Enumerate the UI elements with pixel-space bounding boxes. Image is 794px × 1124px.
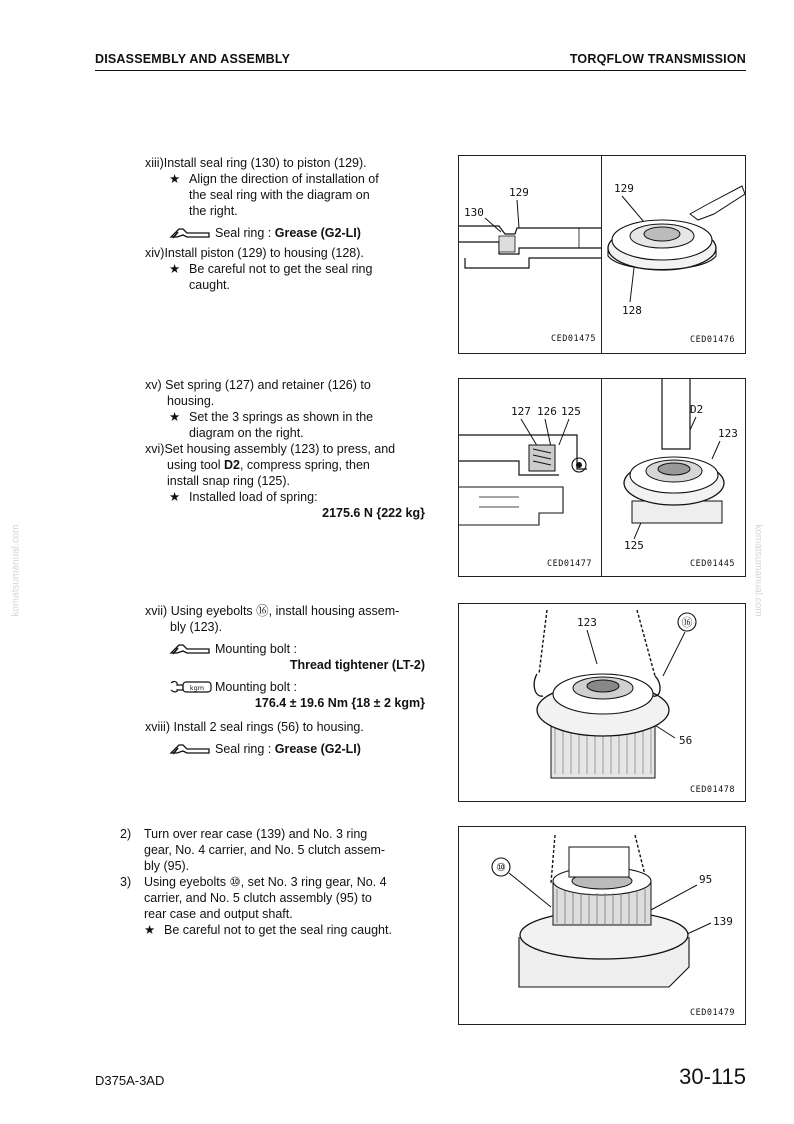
torque-value: 176.4 ± 19.6 Nm {18 ± 2 kgm} (254, 696, 425, 710)
part-label-eyebolt-10: ⑩ (496, 861, 506, 874)
instruction-block-4 (120, 826, 425, 938)
instruction-block-3 (145, 603, 425, 757)
step-xvi-cont: install snap ring (125). (167, 474, 290, 488)
step-xiv: xiv)Install piston (129) to housing (128). (145, 246, 364, 260)
part-label-126: 126 (537, 405, 557, 418)
step-2: 2) Turn over rear case (139) and No. 3 ring (120, 827, 368, 841)
note-line: ★ Installed load of spring: (169, 490, 318, 504)
instruction-block-2 (145, 377, 425, 521)
part-label-139: 139 (713, 915, 733, 928)
header-rule (95, 70, 746, 71)
note-line: diagram on the right. (189, 426, 304, 440)
part-label-56: 56 (679, 734, 693, 747)
step-xvi-cont: using tool D2, compress spring, then (167, 458, 370, 472)
section-title: DISASSEMBLY AND ASSEMBLY (95, 52, 291, 66)
step-2-cont: bly (95). (144, 859, 190, 873)
star-icon: ★ (169, 490, 181, 504)
star-icon: ★ (169, 410, 181, 424)
part-label-129: 129 (614, 182, 634, 195)
grease-line: Seal ring : Grease (G2-LI) (145, 225, 425, 241)
part-label-129: 129 (509, 186, 529, 199)
figure-press-tool-d2 (601, 378, 746, 577)
grease-gun-icon (169, 225, 213, 239)
torque-wrench-icon (169, 679, 213, 693)
figure-spring-retainer-section (458, 378, 603, 577)
figure-code: CED01475 (551, 334, 596, 344)
note-line: caught. (189, 278, 231, 292)
part-label-128: 128 (622, 304, 642, 317)
model-number: D375A-3AD (95, 1073, 165, 1088)
page-number: 30-115 (679, 1064, 746, 1089)
chapter-title: TORQFLOW TRANSMISSION (569, 52, 746, 66)
torque-line: kgm Mounting bolt : (145, 679, 425, 695)
part-label-95: 95 (699, 873, 713, 886)
part-label-125: 125 (561, 405, 581, 418)
step-xviii: xviii) Install 2 seal rings (56) to housing. (145, 720, 364, 734)
note-line: ★ Align the direction of installation of (169, 172, 379, 186)
step-2-cont: gear, No. 4 carrier, and No. 5 clutch assem- (144, 843, 386, 857)
tool-label-d2: D2 (690, 403, 704, 416)
note-line: ★ Be careful not to get the seal ring (169, 262, 373, 276)
part-label-130: 130 (464, 206, 484, 219)
step-3-cont: rear case and output shaft. (144, 907, 293, 921)
star-icon: ★ (144, 923, 156, 937)
step-xiii: xiii)Install seal ring (130) to piston (129). (145, 156, 367, 170)
figure-housing-eyebolts (458, 603, 746, 802)
instruction-block-1 (145, 155, 425, 293)
grease-gun-icon (169, 741, 213, 755)
step-xvi: xvi)Set housing assembly (123) to press, and (145, 442, 396, 456)
figure-seal-ring-section (458, 155, 603, 354)
note-line: the seal ring with the diagram on (189, 188, 370, 202)
grease-gun-icon (169, 641, 213, 655)
step-xvii: xvii) Using eyebolts ⑯, install housing assem- (145, 604, 400, 618)
figure-piston-housing (601, 155, 746, 354)
spring-load-value: 2175.6 N {222 kg} (322, 506, 425, 520)
watermark-right: komatsumanual.com (752, 524, 764, 617)
part-label-eyebolt-16: ⑯ (681, 616, 693, 629)
kgm-label: kgm (189, 684, 205, 692)
note-line: ★ Set the 3 springs as shown in the (169, 410, 374, 424)
tightener-line: Mounting bolt : (145, 641, 425, 657)
figure-code: CED01445 (690, 559, 735, 569)
figure-code: CED01477 (547, 559, 592, 569)
part-label-123: 123 (718, 427, 738, 440)
watermark-left: komatsumanual.com (10, 524, 22, 617)
part-label-123: 123 (577, 616, 597, 629)
step-3-cont: carrier, and No. 5 clutch assembly (95) to (144, 891, 372, 905)
figure-code: CED01478 (690, 785, 735, 795)
note-line: the right. (189, 204, 238, 218)
part-label-125: 125 (624, 539, 644, 552)
step-xvii-cont: bly (123). (170, 620, 223, 634)
figure-code: CED01479 (690, 1008, 735, 1018)
step-3: 3) Using eyebolts ⑩, set No. 3 ring gear, No. 4 (120, 875, 387, 889)
step-xv-cont: housing. (167, 394, 215, 408)
star-icon: ★ (169, 262, 181, 276)
figure-rear-case-assembly (458, 826, 746, 1025)
figure-code: CED01476 (690, 335, 735, 345)
star-icon: ★ (169, 172, 181, 186)
tightener-value: Thread tightener (LT-2) (289, 658, 425, 672)
step-xv: xv) Set spring (127) and retainer (126) to (145, 378, 371, 392)
part-label-127: 127 (511, 405, 531, 418)
note-line: ★ Be careful not to get the seal ring caught. (144, 923, 392, 937)
grease-line: Seal ring : Grease (G2-LI) (145, 741, 425, 757)
